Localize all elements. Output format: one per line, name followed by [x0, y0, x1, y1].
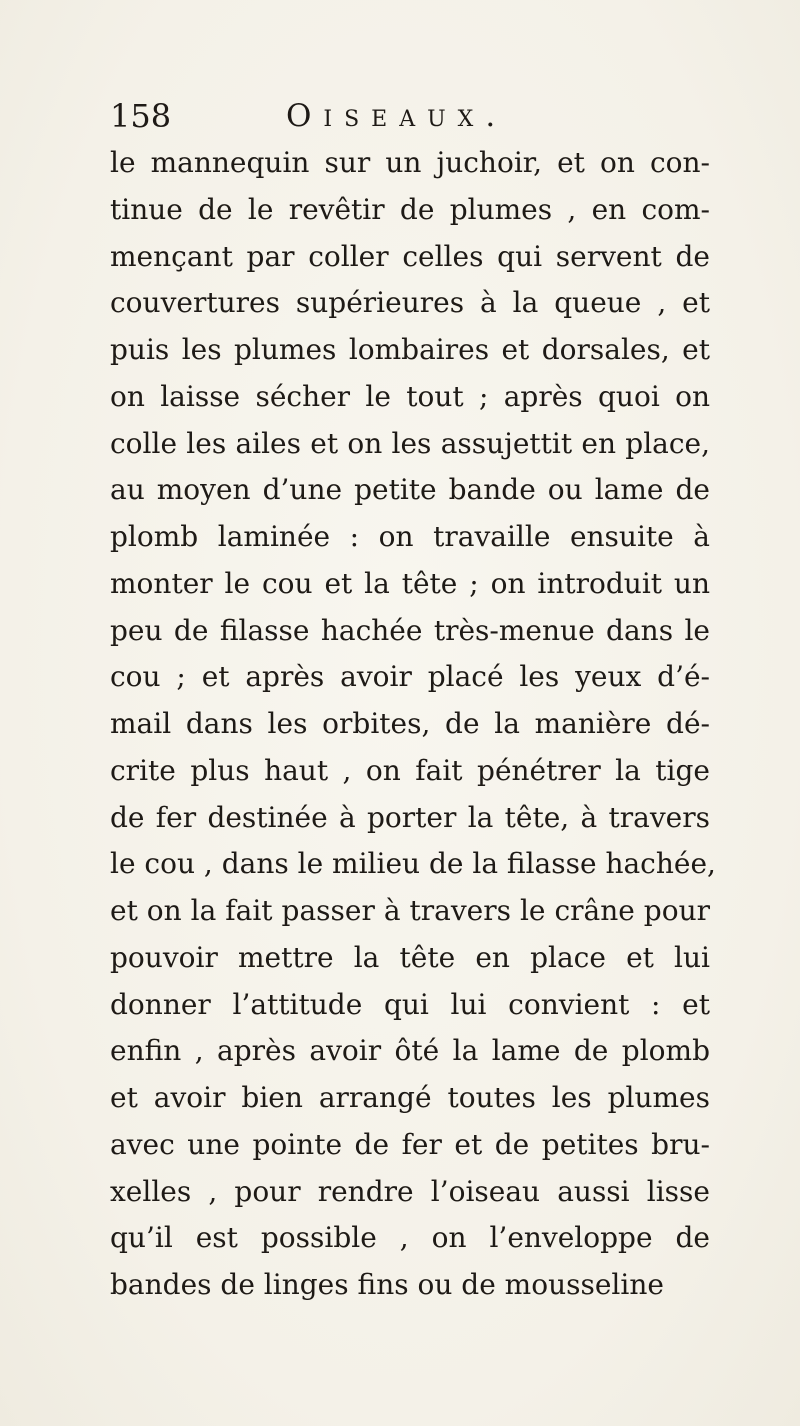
- text-line: mençant par coller celles qui servent de: [110, 239, 710, 273]
- text-line: donner l’attitude qui lui convient : et: [110, 987, 710, 1021]
- text-line: colle les ailes et on les assujettit en place,: [110, 426, 710, 460]
- running-header: [110, 92, 710, 140]
- text-line: pouvoir mettre la tête en place et lui: [110, 940, 710, 974]
- text-line: plomb laminée : on travaille ensuite à: [110, 520, 710, 553]
- text-line: enfin , après avoir ôté la lame de plomb: [110, 1034, 710, 1068]
- text-line: et on la fait passer à travers le crâne pour: [110, 894, 710, 927]
- text-line: crite plus haut , on fait pénétrer la tige: [110, 753, 710, 787]
- text-line: puis les plumes lombaires et dorsales, et: [110, 333, 710, 366]
- text-line: mail dans les orbites, de la manière dé-: [110, 707, 710, 740]
- text-line: qu’il est possible , on l’enveloppe de: [110, 1221, 710, 1255]
- text-line: monter le cou et la tête ; on introduit un: [110, 566, 710, 600]
- text-line: tinue de le revêtir de plumes , en com-: [110, 192, 710, 226]
- text-line: peu de filasse hachée très-menue dans le: [110, 613, 710, 647]
- text-line: le cou , dans le milieu de la filasse hachée,: [110, 847, 716, 881]
- text-line: xelles , pour rendre l’oiseau aussi lisse: [110, 1174, 710, 1208]
- page-number: 158: [110, 97, 172, 135]
- text-line: et avoir bien arrangé toutes les plumes: [110, 1081, 710, 1114]
- text-line: au moyen d’une petite bande ou lame de: [110, 473, 710, 507]
- text-line: de fer destinée à porter la tête, à travers: [110, 800, 710, 834]
- text-line: bandes de linges fins ou de mousseline: [110, 1268, 664, 1301]
- running-title: Oiseaux.: [286, 98, 508, 134]
- text-line: le mannequin sur un juchoir, et on con-: [110, 146, 710, 179]
- text-line: couvertures supérieures à la queue , et: [110, 286, 710, 320]
- text-line: cou ; et après avoir placé les yeux d’é-: [110, 660, 710, 694]
- body-text: [110, 140, 716, 1309]
- text-line: avec une pointe de fer et de petites bru-: [110, 1127, 710, 1161]
- text-line: on laisse sécher le tout ; après quoi on: [110, 379, 710, 413]
